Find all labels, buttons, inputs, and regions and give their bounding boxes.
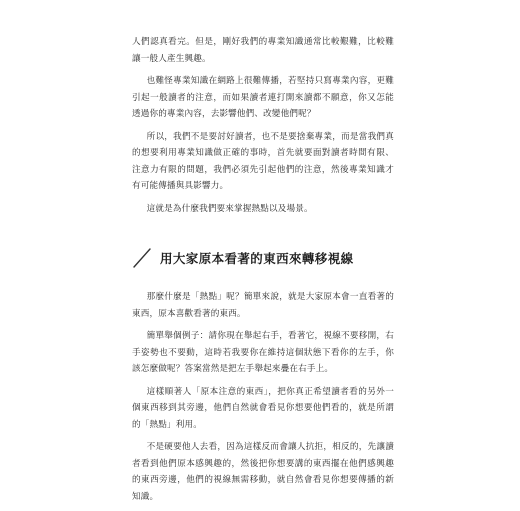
section-title: 用大家原本看著的東西來轉移視線: [160, 251, 354, 266]
book-page: [132, 34, 394, 511]
intro-paragraph-2: 也難怪專業知識在網路上很難傳播，若堅持只寫專業內容，更難引起一般讀者的注意，而如果讀者連打開來讀都不願意，你又怎能透過你的專業內容，去影響他們、改變他們呢？: [132, 76, 394, 119]
section-heading: [132, 247, 394, 269]
body-paragraph-1: 那麼什麼是「熱點」呢？簡單來說，就是大家原本會一直看著的東西，原本喜歡看著的東西。: [132, 292, 394, 319]
intro-paragraph-4: 這就是為什麼我們要來掌握熱點以及場景。: [146, 203, 313, 214]
body-paragraph-4: 不是硬要他人去看，因為這樣反而會讓人抗拒，相反的，先讓讀者看到他們原本感興趣的，然後把你想要講的東西擺在他們感興趣的東西旁邊，他們的視線無需移動，就自然會看見你想要傳播的新知識。: [132, 442, 394, 502]
body-paragraph-2: 簡單舉個例子：請你現在舉起右手，看著它，視線不要移開，右手姿勢也不要動，這時若我要你在維持這個狀態下看你的左手，你該怎麼做呢？答案當然是把左手舉起來疊在右手上。: [132, 331, 394, 374]
intro-paragraph-3: 所以，我們不是要討好讀者，也不是要捨棄專業，而是當我們真的想要利用專業知識做正確的事時，首先就要面對讀者時間有限、注意力有限的問題，我們必須先引起他們的注意，然後專業知識才有可能傳播與具影響力。: [132, 131, 394, 191]
body-paragraph-3: 這樣順著人「原本注意的東西」，把你真正希望讀者看的另外一個東西移到其旁邊，他們自然就會看見你想要他們看的，就是所謂的「熱點」利用。: [132, 386, 394, 430]
intro-paragraph-1: 人們認真看完。但是，剛好我們的專業知識通常比較艱難，比較難讓一般人產生興趣。: [132, 37, 394, 64]
slash-icon: [132, 247, 152, 269]
